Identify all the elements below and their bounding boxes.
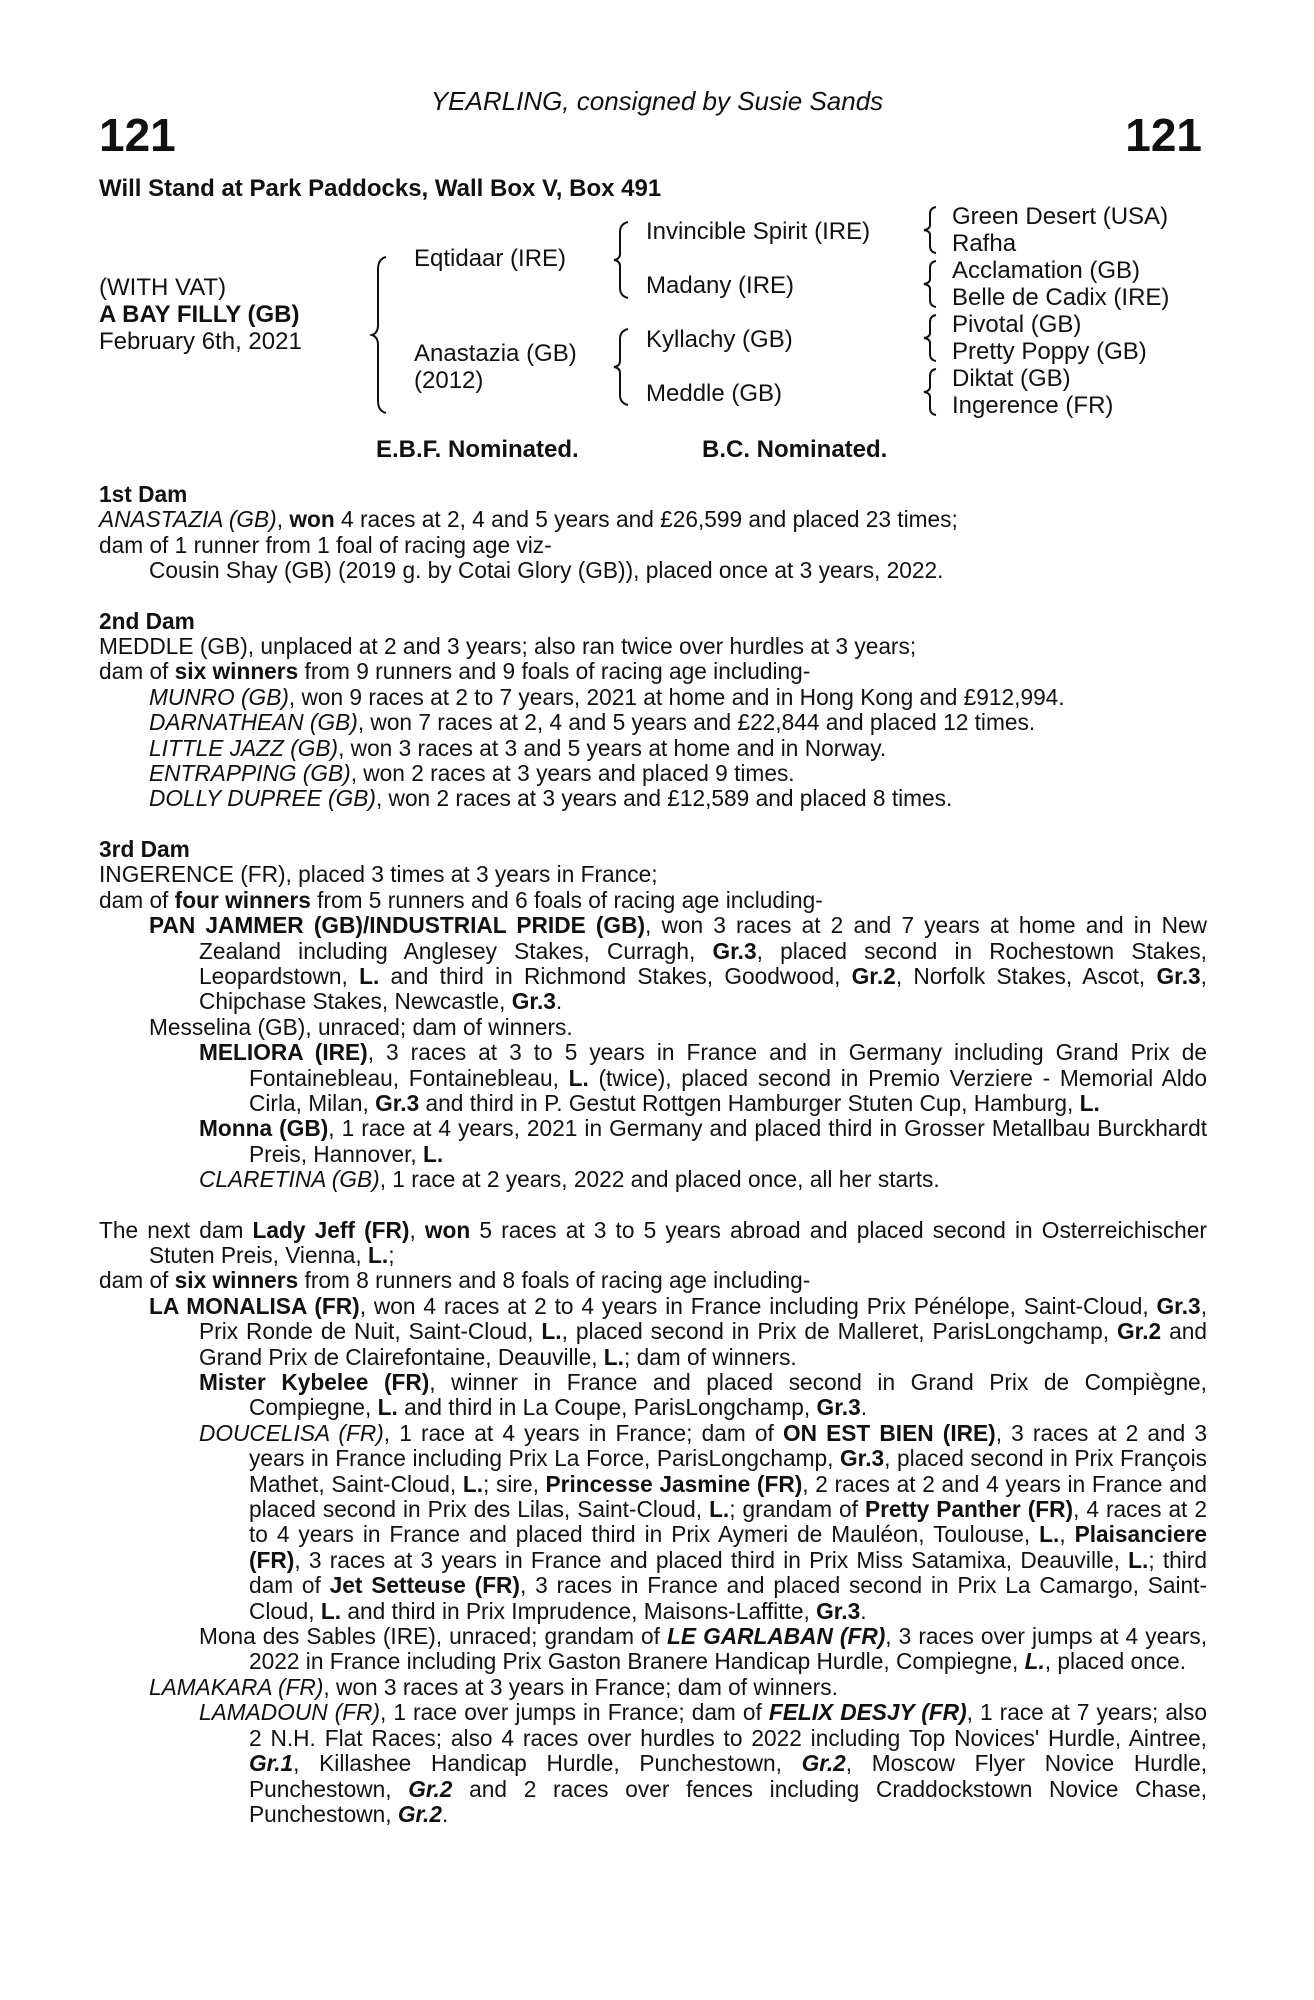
pedigree-paragraph: [99, 1167, 1207, 1192]
pedigree-bracket-ggp-4: [924, 367, 940, 417]
text-run: ENTRAPPING (GB): [149, 760, 351, 787]
pedigree-paragraph: [99, 1040, 1207, 1116]
text-run: L.: [359, 962, 380, 989]
text-run: , 3 races over jumps at 4 years, 2022 in France including Prix Gaston Branere Handicap Hurdle, Compiegne,: [249, 1623, 1208, 1675]
text-run: from 5 runners and 6 foals of racing age including-: [310, 886, 823, 913]
text-run: , 3 races in France and placed second in Prix La Camargo, Saint-Cloud,: [249, 1572, 1207, 1624]
text-run: , Chipchase Stakes, Newcastle,: [199, 962, 1207, 1015]
pedigree-ggp-7: Diktat (GB): [952, 365, 1071, 392]
text-run: and third in Prix Imprudence, Maisons-Laffitte,: [341, 1597, 817, 1624]
text-run: Mona des Sables (IRE), unraced; grandam of: [199, 1623, 668, 1650]
text-run: L.: [1039, 1521, 1060, 1548]
text-run: and third in P. Gestut Rottgen Hamburger Stuten Cup, Hamburg,: [419, 1089, 1080, 1116]
pedigree-paragraph: [99, 1675, 1207, 1700]
horse-name: A BAY FILLY (GB): [99, 301, 300, 328]
text-run: ON EST BIEN (IRE): [782, 1419, 996, 1446]
text-run: L.: [1024, 1648, 1045, 1675]
pedigree-paragraph: [99, 1268, 1207, 1293]
text-run: , placed second in Prix de Malleret, ParisLongchamp,: [561, 1318, 1118, 1345]
text-run: , 1 race at 7 years; also 2 N.H. Flat Races; also 4 races over hurdles to 2022 including Top Novices' Hurdle, Aintree,: [249, 1699, 1207, 1751]
stand-location: Will Stand at Park Paddocks, Wall Box V, Box 491: [99, 175, 662, 202]
text-run: (twice), placed second in Premio Verziere - Memorial Aldo Cirla, Milan,: [249, 1064, 1207, 1116]
pedigree-dam-sire: Kyllachy (GB): [646, 326, 793, 353]
text-run: four winners: [174, 886, 311, 913]
pedigree-paragraph: [99, 533, 1207, 558]
text-run: , won 7 races at 2, 4 and 5 years and £22,844 and placed 12 times.: [357, 709, 1036, 736]
pedigree-paragraph: [99, 1015, 1207, 1040]
text-run: , Norfolk Stakes, Ascot,: [895, 962, 1157, 989]
text-run: INGERENCE (FR), placed 3 times at 3 years in France;: [99, 861, 658, 888]
bc-nomination: B.C. Nominated.: [702, 436, 888, 463]
text-run: , won 3 races at 2 and 7 years at home and in New Zealand including Anglesey Stakes, Curragh,: [199, 912, 1207, 964]
text-run: MUNRO (GB): [149, 683, 289, 710]
pedigree-paragraph: [99, 1624, 1207, 1675]
text-run: , placed second in Rochestown Stakes, Leopardstown,: [199, 937, 1207, 989]
text-run: , won 3 races at 3 and 5 years at home and in Norway.: [338, 734, 887, 761]
section-heading: 1st Dam: [99, 481, 188, 507]
section-heading: 3rd Dam: [99, 835, 190, 862]
text-run: L.: [603, 1343, 624, 1370]
text-run: 5 races at 3 to 5 years abroad and placed second in Osterreichischer Stuten Preis, Vienna,: [149, 1216, 1207, 1268]
pedigree-paragraph: [99, 862, 1207, 887]
text-run: ; third dam of: [249, 1546, 1207, 1599]
text-run: Plaisanciere (FR): [249, 1521, 1208, 1573]
pedigree-ggp-8: Ingerence (FR): [952, 392, 1114, 419]
text-run: ,: [276, 506, 290, 533]
text-run: dam of 1 runner from 1 foal of racing age viz-: [99, 531, 552, 558]
text-run: six winners: [174, 658, 299, 685]
pedigree-paragraph: [99, 710, 1207, 735]
text-run: Gr.3: [712, 937, 757, 964]
section-heading: 2nd Dam: [99, 607, 195, 634]
text-run: Gr.3: [511, 988, 556, 1015]
text-run: L.: [462, 1470, 484, 1497]
vat-note: (WITH VAT): [99, 274, 227, 301]
pedigree-paragraph: [99, 913, 1207, 1015]
text-run: , placed once.: [1044, 1648, 1187, 1675]
text-run: .: [860, 1394, 868, 1421]
text-run: , won 4 races at 2 to 4 years in France including Prix Pénélope, Saint-Cloud,: [359, 1292, 1157, 1319]
text-run: L.: [1128, 1546, 1149, 1573]
pedigree-dam: Anastazia (GB): [414, 340, 577, 367]
pedigree-paragraph: [99, 1370, 1207, 1421]
text-run: Gr.3: [1156, 1292, 1201, 1319]
text-run: LA MONALISA (FR): [149, 1292, 360, 1319]
text-run: DOUCELISA (FR): [199, 1419, 384, 1446]
text-run: MEDDLE (GB), unplaced at 2 and 3 years; also ran twice over hurdles at 3 years;: [99, 633, 917, 660]
pedigree-ggp-2: Rafha: [952, 230, 1017, 257]
text-run: , won 3 races at 3 years in France; dam of winners.: [323, 1673, 838, 1700]
text-run: and third in Richmond Stakes, Goodwood,: [379, 962, 852, 989]
section-gap: [99, 584, 1207, 609]
pedigree-paragraph: [99, 558, 1207, 583]
pedigree-ggp-3: Acclamation (GB): [952, 257, 1141, 284]
text-run: , winner in France and placed second in Grand Prix de Compiègne, Compiegne,: [249, 1369, 1207, 1421]
text-run: Cousin Shay (GB) (2019 g. by Cotai Glory (GB)), placed once at 3 years, 2022.: [149, 557, 944, 584]
pedigree-dam-dam: Meddle (GB): [646, 380, 783, 407]
text-run: dam of: [99, 658, 175, 685]
text-run: and 2 races over fences including Craddockstown Novice Chase, Punchestown,: [249, 1775, 1207, 1827]
text-run: ,: [1059, 1521, 1075, 1548]
text-run: .: [441, 1800, 449, 1827]
pedigree-paragraph: [99, 1294, 1207, 1370]
text-run: , won 2 races at 3 years and £12,589 and placed 8 times.: [375, 785, 953, 812]
text-run: Gr.2: [397, 1800, 442, 1827]
pedigree-paragraph: [99, 659, 1207, 684]
text-run: .: [860, 1597, 867, 1624]
lot-number-right: 121: [1125, 109, 1202, 161]
pedigree-sire: Eqtidaar (IRE): [414, 245, 567, 272]
text-run: ; sire,: [483, 1470, 546, 1497]
pedigree-notes: [99, 482, 1207, 1827]
text-run: Pretty Panther (FR): [864, 1496, 1074, 1523]
pedigree-sire-dam: Madany (IRE): [646, 272, 795, 299]
ebf-nomination: E.B.F. Nominated.: [376, 436, 579, 463]
pedigree-paragraph: [99, 1116, 1207, 1167]
text-run: , 4 races at 2 to 4 years in France and placed third in Prix Aymeri de Mauléon, Toulouse,: [249, 1496, 1207, 1548]
text-run: FELIX DESJY (FR): [768, 1699, 967, 1726]
text-run: ; dam of winners.: [623, 1343, 797, 1370]
pedigree-paragraph: [99, 736, 1207, 761]
text-run: won: [289, 506, 335, 533]
pedigree-paragraph: [99, 1700, 1207, 1827]
text-run: , placed second in Prix François Mathet, Saint-Cloud,: [249, 1445, 1208, 1497]
pedigree-paragraph: [99, 685, 1207, 710]
text-run: L.: [568, 1064, 589, 1091]
pedigree-bracket-dam: [614, 327, 634, 407]
text-run: won: [424, 1216, 471, 1243]
pedigree-paragraph: [99, 507, 1207, 532]
text-run: , 3 races at 3 years in France and placed third in Prix Miss Satamixa, Deauville,: [294, 1546, 1129, 1573]
text-run: dam of: [99, 1267, 175, 1294]
pedigree-ggp-1: Green Desert (USA): [952, 203, 1169, 230]
text-run: ANASTAZIA (GB): [99, 506, 277, 533]
text-run: ,: [409, 1216, 425, 1243]
pedigree-bracket-ggp-1: [924, 205, 940, 255]
text-run: Gr.3: [1156, 962, 1201, 989]
text-run: , Killashee Handicap Hurdle, Punchestown,: [293, 1750, 802, 1777]
text-run: LAMAKARA (FR): [149, 1673, 324, 1700]
consignment-line: YEARLING, consigned by Susie Sands: [430, 86, 884, 116]
text-run: L.: [541, 1318, 562, 1345]
text-run: LAMADOUN (FR): [199, 1699, 380, 1726]
text-run: , 1 race over jumps in France; dam of: [380, 1699, 769, 1726]
pedigree-sire-sire: Invincible Spirit (IRE): [646, 218, 871, 245]
text-run: dam of: [99, 886, 175, 913]
text-run: Gr.2: [851, 962, 896, 989]
text-run: L.: [709, 1496, 730, 1523]
section-gap: [99, 812, 1207, 837]
pedigree-ggp-4: Belle de Cadix (IRE): [952, 284, 1170, 311]
text-run: , 3 races at 2 and 3 years in France including Prix La Force, ParisLongchamp,: [249, 1419, 1207, 1472]
text-run: The next dam: [99, 1216, 253, 1243]
text-run: Gr.3: [839, 1445, 885, 1472]
pedigree-bracket-ggp-2: [924, 259, 940, 309]
pedigree-bracket-ggp-3: [924, 313, 940, 363]
text-run: Gr.3: [816, 1597, 861, 1624]
pedigree-dam-year: (2012): [414, 367, 484, 394]
text-run: .: [555, 988, 563, 1015]
text-run: Princesse Jasmine (FR): [545, 1470, 803, 1497]
pedigree-bracket-sire: [614, 220, 634, 300]
text-run: Gr.2: [801, 1750, 846, 1777]
text-run: , 2 races at 2 and 4 years in France and placed second in Prix des Lilas, Saint-Cloud,: [249, 1470, 1207, 1523]
text-run: , 3 races at 3 to 5 years in France and in Germany including Grand Prix de Fontainebleau, Fontainebleau,: [249, 1039, 1207, 1091]
pedigree-paragraph: [99, 888, 1207, 913]
text-run: Gr.2: [408, 1775, 453, 1802]
pedigree-paragraph: [99, 1421, 1207, 1624]
text-run: , 1 race at 4 years, 2021 in Germany and placed third in Grosser Metallbau Burckhardt Preis, Hannover,: [249, 1115, 1207, 1167]
text-run: L.: [368, 1241, 389, 1268]
pedigree-ggp-6: Pretty Poppy (GB): [952, 338, 1147, 365]
text-run: Gr.3: [375, 1089, 420, 1116]
text-run: L.: [320, 1597, 342, 1624]
text-run: DOLLY DUPREE (GB): [149, 785, 376, 812]
text-run: ;: [388, 1241, 395, 1268]
text-run: , Moscow Flyer Novice Hurdle, Punchestown,: [249, 1750, 1207, 1802]
text-run: L.: [377, 1394, 398, 1421]
pedigree-paragraph: [99, 761, 1207, 786]
text-run: Mister Kybelee (FR): [199, 1369, 430, 1395]
section-gap: [99, 1193, 1207, 1218]
text-run: , won 2 races at 3 years and placed 9 times.: [350, 760, 795, 787]
text-run: L.: [1079, 1089, 1100, 1116]
text-run: from 9 runners and 9 foals of racing age including-: [298, 658, 811, 685]
text-run: CLARETINA (GB): [199, 1166, 380, 1193]
text-run: , 1 race at 4 years in France; dam of: [383, 1419, 783, 1446]
pedigree-paragraph: [99, 634, 1207, 659]
text-run: Messelina (GB), unraced; dam of winners.: [149, 1013, 573, 1040]
text-run: PAN JAMMER (GB)/INDUSTRIAL PRIDE (GB): [149, 912, 646, 939]
text-run: Jet Setteuse (FR): [329, 1572, 520, 1599]
pedigree-paragraph: [99, 1218, 1207, 1269]
text-run: ; grandam of: [729, 1496, 865, 1523]
text-run: Gr.3: [816, 1394, 861, 1421]
text-run: LE GARLABAN (FR): [667, 1623, 886, 1650]
text-run: LITTLE JAZZ (GB): [149, 734, 339, 761]
text-run: , 1 race at 2 years, 2022 and placed once, all her starts.: [379, 1166, 940, 1193]
text-run: six winners: [174, 1267, 299, 1294]
lot-number-left: 121: [99, 109, 176, 161]
pedigree-bracket-main: [372, 255, 392, 415]
pedigree-ggp-5: Pivotal (GB): [952, 311, 1082, 338]
text-run: from 8 runners and 8 foals of racing age including-: [298, 1267, 811, 1294]
text-run: Gr.1: [249, 1750, 294, 1777]
text-run: Monna (GB): [199, 1115, 329, 1142]
text-run: , Prix Ronde de Nuit, Saint-Cloud,: [199, 1292, 1207, 1345]
text-run: , won 9 races at 2 to 7 years, 2021 at home and in Hong Kong and £912,994.: [288, 683, 1065, 710]
text-run: MELIORA (IRE): [199, 1039, 368, 1066]
foaling-date: February 6th, 2021: [99, 328, 302, 355]
text-run: and third in La Coupe, ParisLongchamp,: [397, 1394, 817, 1421]
text-run: DARNATHEAN (GB): [149, 709, 358, 736]
text-run: and Grand Prix de Clairefontaine, Deauville,: [199, 1318, 1207, 1370]
text-run: 4 races at 2, 4 and 5 years and £26,599 and placed 23 times;: [334, 506, 958, 533]
text-run: Lady Jeff (FR): [252, 1216, 410, 1243]
text-run: L.: [423, 1140, 444, 1167]
pedigree-paragraph: [99, 786, 1207, 811]
text-run: Gr.2: [1117, 1318, 1162, 1345]
